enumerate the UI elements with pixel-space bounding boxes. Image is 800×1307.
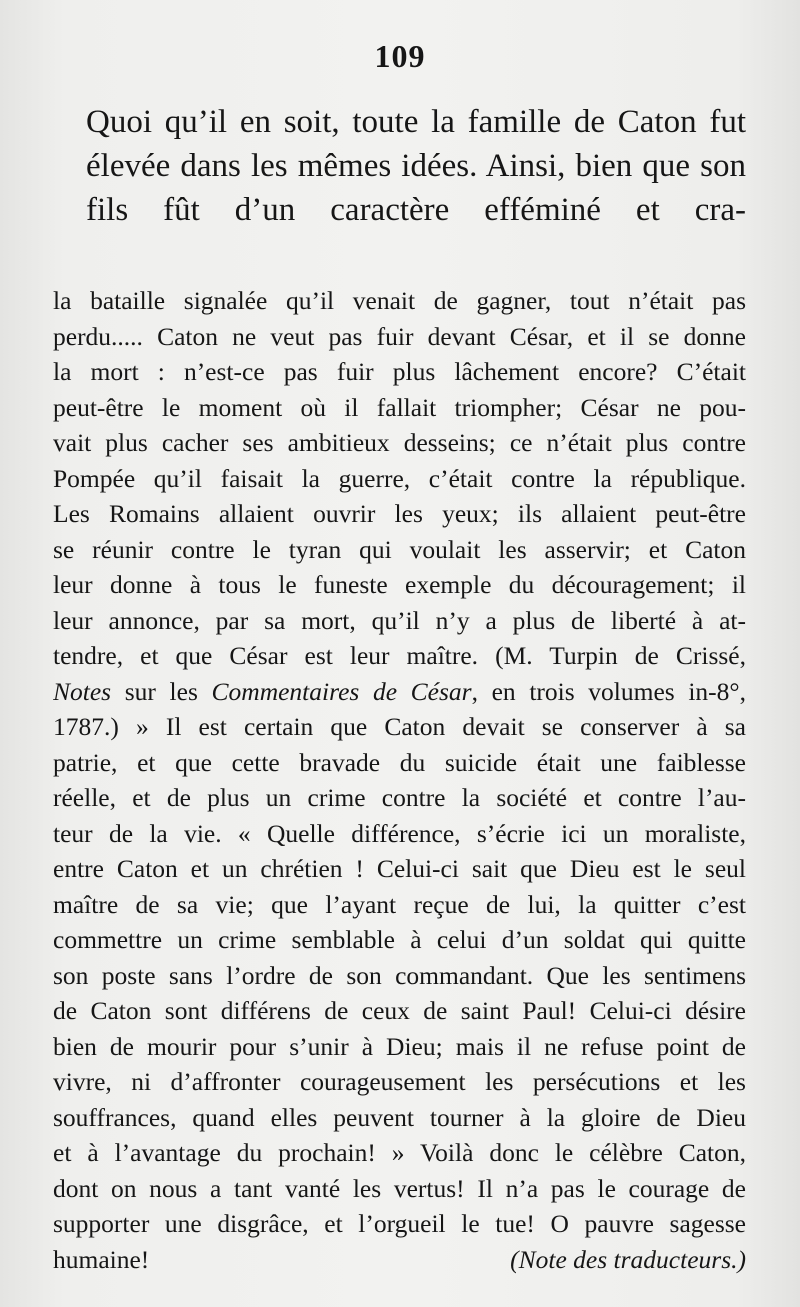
footnote-line: dont on nous a tant vanté les vertus! Il n’a pas le courage de xyxy=(53,1173,746,1203)
footnote-attribution: (Note des traducteurs.) xyxy=(510,1244,746,1274)
footnote-line: vivre, ni d’affronter courageusement les persécutions et les xyxy=(53,1067,746,1096)
footnote-line: commettre un crime semblable à celui d’un soldat qui quitte xyxy=(53,925,746,954)
footnote-line: souffrances, quand elles peuvent tourner à la gloire de Dieu xyxy=(53,1102,746,1132)
footnote-line: perdu..... Caton ne veut pas fuir devant César, et il se donne xyxy=(53,321,746,351)
footnote-line: réelle, et de plus un crime contre la société et contre l’au- xyxy=(53,783,746,812)
footnote-line: de Caton sont différens de ceux de saint Paul! Celui-ci désire xyxy=(53,996,746,1025)
citation-edition: , en trois volumes in-8°, xyxy=(471,676,746,706)
main-paragraph: Quoi qu’il en soit, toute la famille de Caton fut élevée dans les mêmes idées. Ainsi, bien que son fils fût d’un caractère efféminé et cra- xyxy=(86,104,746,228)
footnote-end-word: humaine! xyxy=(53,1244,150,1274)
footnote-line: supporter une disgrâce, et l’orgueil le tue! O pauvre sagesse xyxy=(53,1209,746,1238)
footnote-line: vait plus cacher ses ambitieux desseins; ce n’était plus contre xyxy=(53,428,746,457)
footnote-line: leur annonce, par sa mort, qu’il n’y a plus de liberté à at- xyxy=(53,605,746,635)
footnote-line: teur de la vie. « Quelle différence, s’écrie ici un moraliste, xyxy=(53,818,746,848)
footnote-line: entre Caton et un chrétien ! Celui-ci sait que Dieu est le seul xyxy=(53,854,746,883)
footnote-line-citation xyxy=(53,674,746,710)
footnote-line: patrie, et que cette bravade du suicide était une faiblesse xyxy=(53,747,746,777)
footnote-line: leur donne à tous le funeste exemple du découragement; il xyxy=(53,570,746,599)
footnote-line: maître de sa vie; que l’ayant reçue de lui, la quitter c’est xyxy=(53,889,746,919)
footnote-line: tendre, et que César est leur maître. (M. Turpin de Crissé, xyxy=(53,641,746,670)
footnote-line: peut-être le moment où il fallait triompher; César ne pou- xyxy=(53,392,746,422)
footnote-last-line xyxy=(53,1242,746,1278)
footnote-line: la bataille signalée qu’il venait de gagner, tout n’était pas xyxy=(53,286,746,315)
footnote-line: la mort : n’est-ce pas fuir plus lâchement encore? C’était xyxy=(53,357,746,386)
footnote-line: son poste sans l’ordre de son commandant. Que les sentimens xyxy=(53,960,746,990)
page-number: 109 xyxy=(374,38,426,74)
footnote-line: se réunir contre le tyran qui voulait les asservir; et Caton xyxy=(53,534,746,564)
citation-title-notes: Notes xyxy=(53,676,112,706)
footnote-line: bien de mourir pour s’unir à Dieu; mais il ne refuse point de xyxy=(53,1031,746,1061)
footnote-block xyxy=(53,283,746,1277)
citation-connector: sur les xyxy=(111,676,212,706)
footnote-line: Les Romains allaient ouvrir les yeux; ils allaient peut-être xyxy=(53,499,746,528)
footnote-line: et à l’avantage du prochain! » Voilà donc le célèbre Caton, xyxy=(53,1138,746,1167)
footnote-line: 1787.) » Il est certain que Caton devait se conserver à sa xyxy=(53,712,746,741)
footnote-line: Pompée qu’il faisait la guerre, c’était contre la république. xyxy=(53,463,746,493)
citation-title-commentaires: Commentaires de César xyxy=(211,676,472,706)
